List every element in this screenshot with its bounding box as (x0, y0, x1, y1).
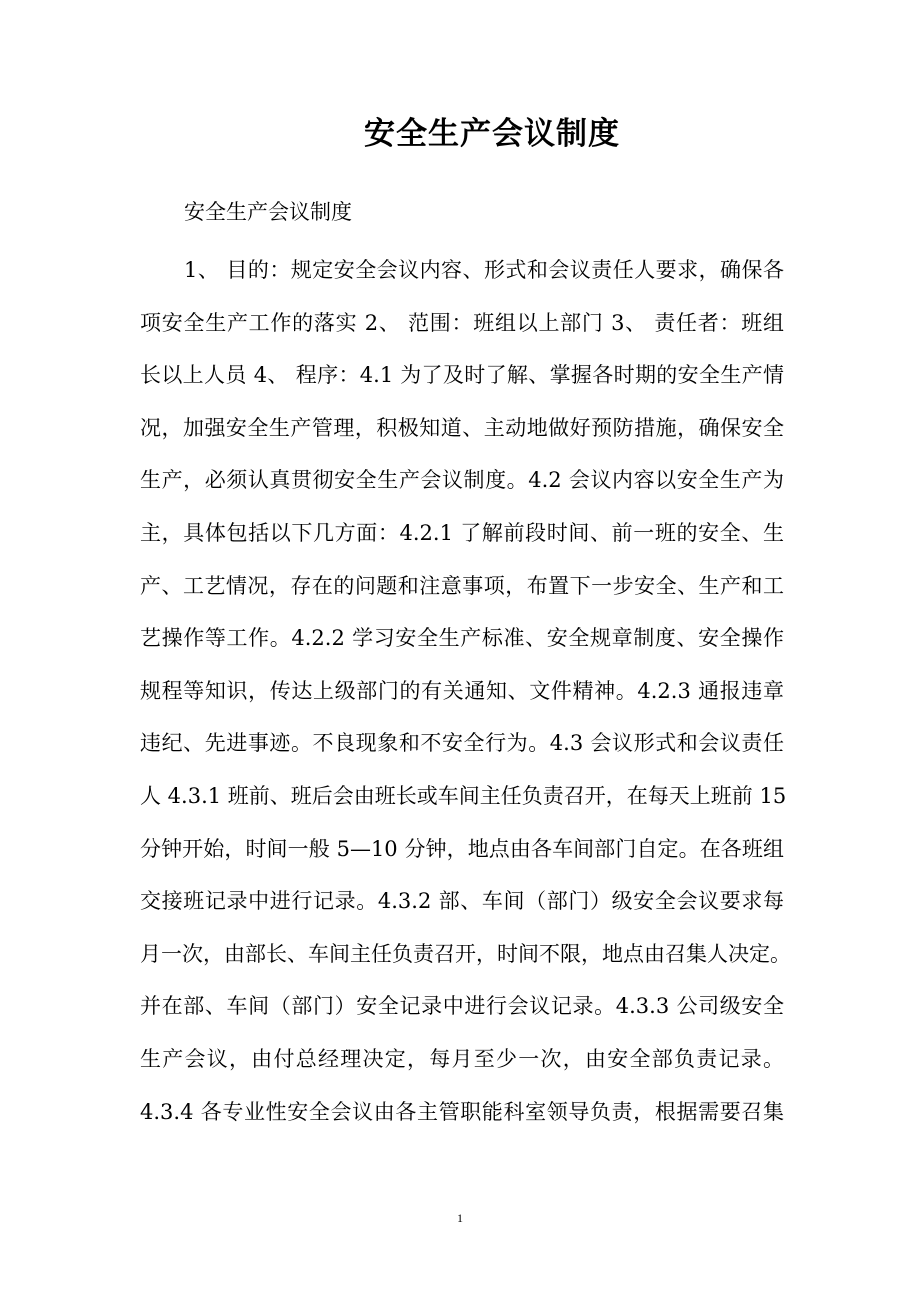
text-line: 交接班记录中进行记录。4.3.2 部、车间（部门）级安全会议要求每 (140, 889, 784, 914)
body-text (140, 248, 791, 1142)
text-line: 月一次，由部长、车间主任负责召开，时间不限，地点由召集人决定。 (140, 941, 791, 966)
text-line: 1、 目的：规定安全会议内容、形式和会议责任人要求，确保各 (184, 258, 784, 282)
document-title: 安全生产会议制度 (364, 116, 620, 152)
page-number: 1 (457, 1211, 463, 1225)
text-line: 主，具体包括以下几方面：4.2.1 了解前段时间、前一班的安全、生 (140, 520, 784, 545)
text-line: 分钟开始，时间一般 5—10 分钟，地点由各车间部门自定。在各班组 (140, 836, 784, 861)
text-line: 4.3.4 各专业性安全会议由各主管职能科室领导负责，根据需要召集 (140, 1099, 784, 1124)
text-line: 艺操作等工作。4.2.2 学习安全生产标准、安全规章制度、安全操作 (140, 626, 784, 651)
text-line: 规程等知识，传达上级部门的有关通知、文件精神。4.2.3 通报违章 (140, 678, 784, 703)
text-line: 项安全生产工作的落实 2、 范围：班组以上部门 3、 责任者：班组 (140, 310, 784, 335)
text-line: 并在部、车间（部门）安全记录中进行会议记录。4.3.3 公司级安全 (140, 994, 784, 1019)
text-line: 生产，必须认真贯彻安全生产会议制度。4.2 会议内容以安全生产为 (140, 468, 784, 493)
document-subtitle: 安全生产会议制度 (184, 200, 352, 224)
text-line: 长以上人员 4、 程序：4.1 为了及时了解、掌握各时期的安全生产情 (140, 363, 784, 388)
text-line: 人 4.3.1 班前、班后会由班长或车间主任负责召开，在每天上班前 15 (140, 783, 787, 808)
text-line: 生产会议，由付总经理决定，每月至少一次，由安全部负责记录。 (140, 1046, 784, 1071)
text-line: 况，加强安全生产管理，积极知道、主动地做好预防措施，确保安全 (140, 415, 784, 440)
text-line: 违纪、先进事迹。不良现象和不安全行为。4.3 会议形式和会议责任 (140, 731, 784, 756)
text-line: 产、工艺情况，存在的问题和注意事项，布置下一步安全、生产和工 (140, 573, 784, 598)
